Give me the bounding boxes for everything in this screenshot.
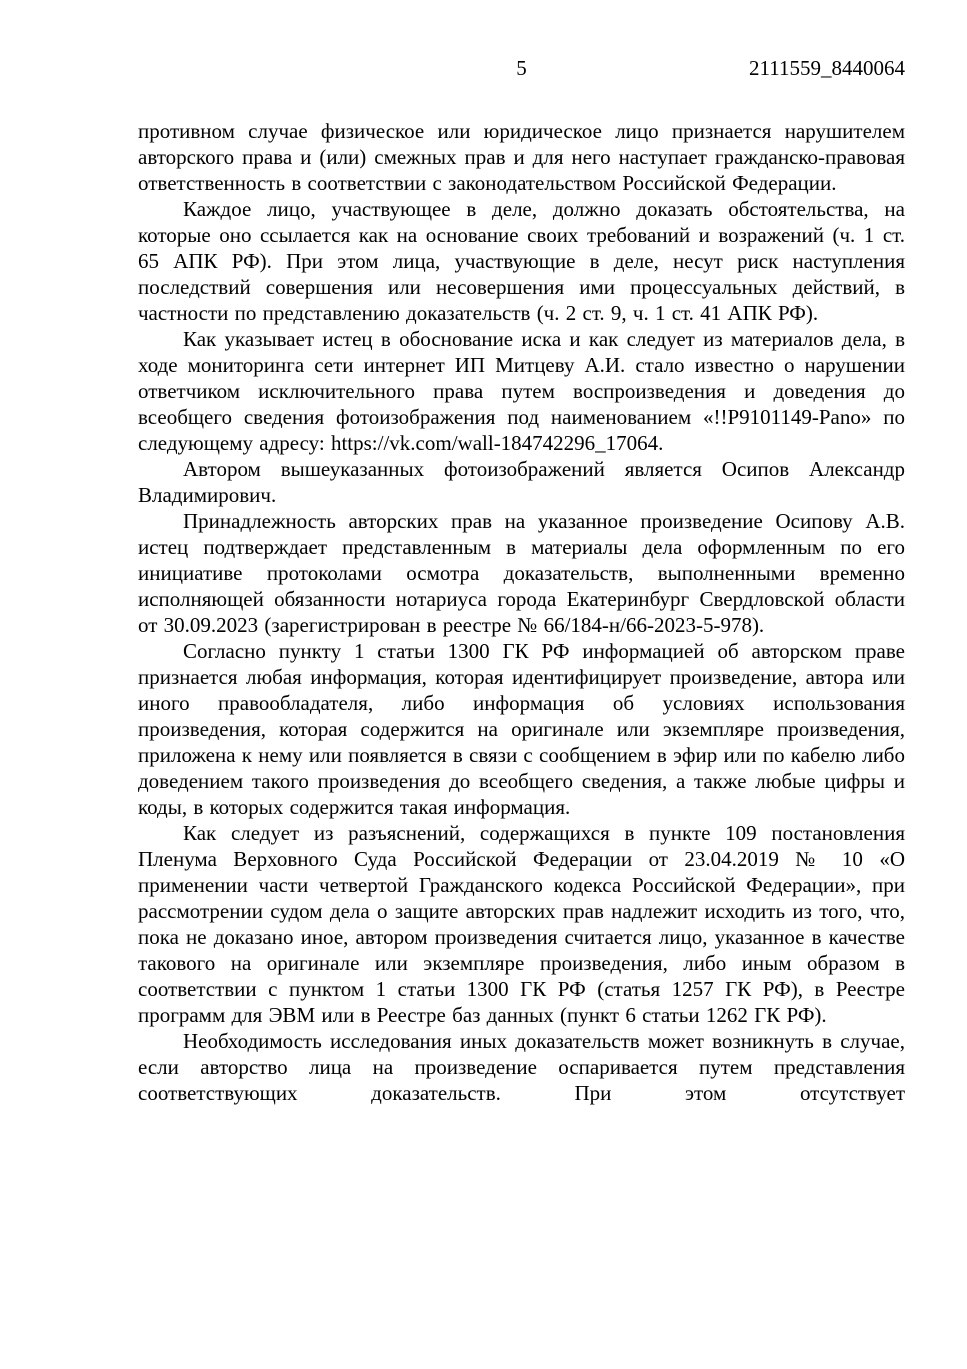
paragraph: Согласно пункту 1 статьи 1300 ГК РФ информацией об авторском праве признается любая информация, которая идентифицирует произведение, автора или иного правообладателя, либо информация об условиях использования произведения, которая содержится на оригинале или экземпляре произведения, приложена к нему или появляется в связи с сообщением в эфир или по кабелю либо доведением такого произведения до всеобщего сведения, а также любые цифры и коды, в которых содержится такая информация. (138, 639, 905, 819)
document-body (138, 118, 905, 1106)
paragraph: Автором вышеуказанных фотоизображений является Осипов Александр Владимирович. (138, 457, 905, 507)
paragraph: Каждое лицо, участвующее в деле, должно доказать обстоятельства, на которые оно ссылается как на основание своих требований и возражений (ч. 1 ст. 65 АПК РФ). При этом лица, участвующие в деле, несут риск наступления последствий совершения или несовершения ими процессуальных действий, в частности по представлению доказательств (ч. 2 ст. 9, ч. 1 ст. 41 АПК РФ). (138, 197, 905, 325)
page-header (138, 55, 905, 81)
paragraph: Необходимость исследования иных доказательств может возникнуть в случае, если авторство лица на произведение оспаривается путем представления соответствующих доказательств. При этом отсутствует (138, 1029, 905, 1105)
paragraph: противном случае физическое или юридическое лицо признается нарушителем авторского права и (или) смежных прав и для него наступает гражданско-правовая ответственность в соответствии с законодательством Российской Федерации. (138, 119, 905, 195)
page-number: 5 (516, 56, 527, 80)
paragraph: Принадлежность авторских прав на указанное произведение Осипову А.В. истец подтверждает представленным в материалы дела оформленным по его инициативе протоколами осмотра доказательств, выполненными временно исполняющей обязанности нотариуса города Екатеринбург Свердловской области от 30.09.2023 (зарегистрирован в реестре № 66/184-н/66-2023-5-978). (138, 509, 905, 637)
paragraph: Как указывает истец в обоснование иска и как следует из материалов дела, в ходе мониторинга сети интернет ИП Митцеву А.И. стало известно о нарушении ответчиком исключительного права путем воспроизведения и доведения до всеобщего сведения фотоизображения под наименованием «!!P9101149-Pano» по следующему адресу: https://vk.com/wall-184742296_17064. (138, 327, 905, 455)
paragraph: Как следует из разъяснений, содержащихся в пункте 109 постановления Пленума Верховного Суда Российской Федерации от 23.04.2019 № 10 «О применении части четвертой Гражданского кодекса Российской Федерации», при рассмотрении судом дела о защите авторских прав надлежит исходить из того, что, пока не доказано иное, автором произведения считается лицо, указанное в качестве такового на оригинале или экземпляре произведения, либо иным образом в соответствии с пунктом 1 статьи 1300 ГК РФ (статья 1257 ГК РФ), в Реестре программ для ЭВМ или в Реестре баз данных (пункт 6 статьи 1262 ГК РФ). (138, 821, 905, 1027)
document-id: 2111559_8440064 (749, 56, 905, 80)
